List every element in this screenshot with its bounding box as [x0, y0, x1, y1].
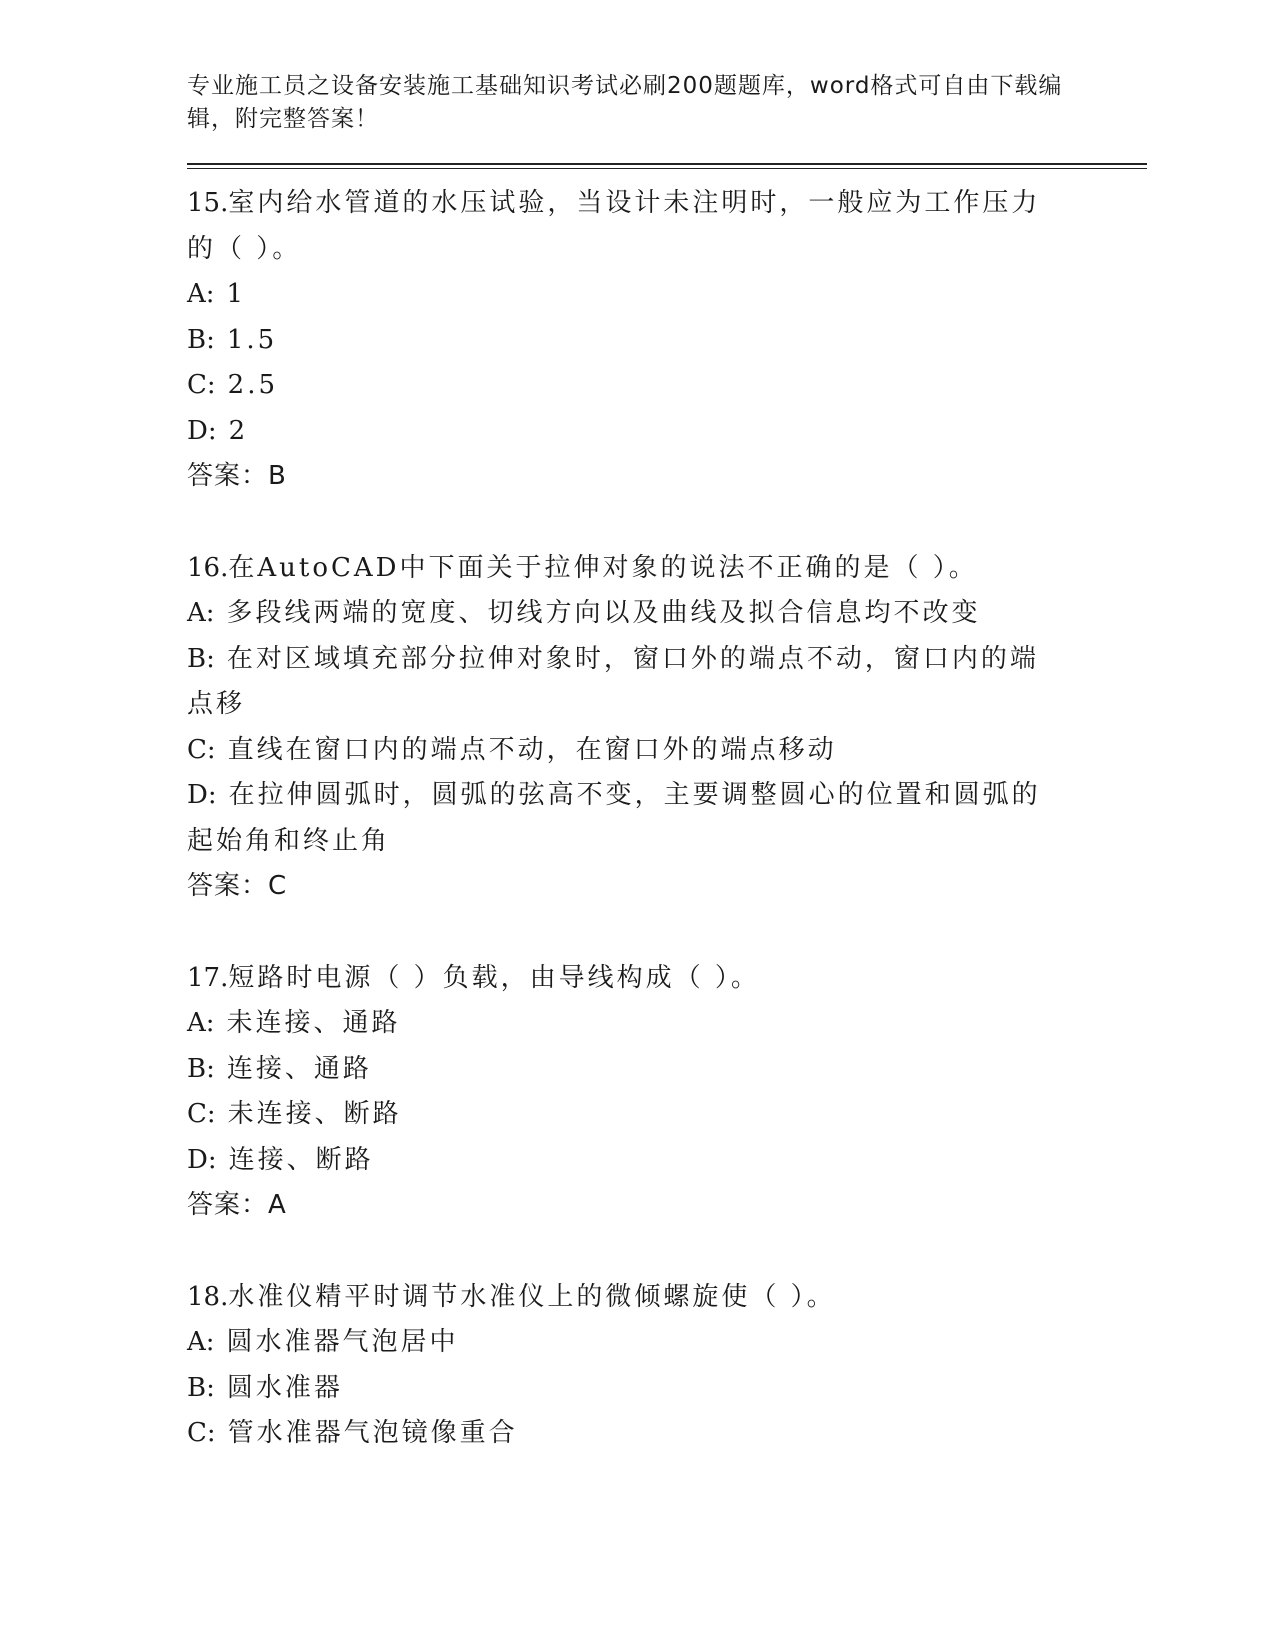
- answer-option: [187, 1320, 1067, 1366]
- option-label: D:: [187, 415, 217, 446]
- option-text: 未连接、断路: [227, 1099, 402, 1129]
- answer-option: [187, 363, 1067, 409]
- answer-option: [187, 1092, 1067, 1138]
- question-text: 在AutoCAD中下面关于拉伸对象的说法不正确的是（ ）。: [228, 552, 978, 583]
- option-label: D:: [187, 1144, 217, 1175]
- answer-option: [187, 318, 1067, 364]
- answer-option: [187, 409, 1067, 455]
- option-text: 在对区域填充部分拉伸对象时，窗口外的端点不动，窗口内的端点移: [187, 643, 1039, 719]
- option-text: 2: [228, 415, 249, 446]
- option-label: A:: [187, 279, 215, 309]
- question-number: 18.: [187, 1281, 229, 1312]
- option-label: A:: [187, 1008, 215, 1038]
- option-label: C:: [187, 1099, 216, 1129]
- answer-option: [187, 637, 1067, 728]
- question-stem: [187, 1275, 1067, 1321]
- question-block: [187, 956, 1147, 1229]
- answer-option: [187, 272, 1067, 318]
- option-text: 圆水准器气泡居中: [226, 1327, 459, 1357]
- question-stem: [187, 181, 1067, 272]
- option-text: 在拉伸圆弧时，圆弧的弦高不变，主要调整圆心的位置和圆弧的起始角和终止角: [187, 780, 1041, 856]
- document-title: 专业施工员之设备安装施工基础知识考试必刷200题题库，word格式可自由下载编辑，附完整答案！: [187, 73, 1063, 132]
- document-page: [187, 70, 1147, 1503]
- answer-key: 答案：C: [187, 871, 288, 901]
- answer-option: [187, 773, 1067, 864]
- answer-option: [187, 1366, 1067, 1412]
- question-number: 17.: [187, 962, 229, 993]
- option-label: B:: [187, 324, 215, 355]
- answer-option: [187, 591, 1067, 637]
- option-label: D:: [187, 780, 217, 810]
- option-label: C:: [187, 734, 216, 765]
- answer-option: [187, 1411, 1067, 1457]
- answer-option: [187, 728, 1067, 774]
- answer-key: 答案：A: [187, 1190, 287, 1220]
- answer-option: [187, 1138, 1067, 1184]
- question-number: 16.: [187, 552, 229, 583]
- question-text: 室内给水管道的水压试验，当设计未注明时，一般应为工作压力的（ ）。: [187, 188, 1041, 264]
- question-block: [187, 546, 1147, 910]
- question-stem: [187, 956, 1067, 1002]
- option-label: C:: [187, 370, 216, 400]
- option-label: B:: [187, 1053, 215, 1084]
- option-text: 圆水准器: [226, 1372, 343, 1403]
- option-text: 连接、通路: [226, 1053, 372, 1084]
- option-text: 1.5: [226, 324, 278, 355]
- question-list: [187, 181, 1147, 1457]
- option-label: C:: [187, 1418, 216, 1448]
- option-text: 直线在窗口内的端点不动，在窗口外的端点移动: [227, 734, 837, 765]
- question-stem: [187, 546, 1067, 592]
- option-text: 1: [226, 279, 247, 309]
- option-text: 连接、断路: [228, 1144, 374, 1175]
- header-divider: [187, 163, 1147, 169]
- option-label: B:: [187, 643, 215, 674]
- question-block: [187, 1275, 1147, 1457]
- option-label: A:: [187, 598, 215, 628]
- answer-option: [187, 1047, 1067, 1093]
- option-label: A:: [187, 1327, 215, 1357]
- option-text: 2.5: [227, 370, 279, 400]
- option-text: 管水准器气泡镜像重合: [227, 1418, 518, 1448]
- answer-key: 答案：B: [187, 461, 287, 491]
- answer-option: [187, 1001, 1067, 1047]
- question-number: 15.: [187, 188, 229, 218]
- option-text: 未连接、通路: [226, 1008, 401, 1038]
- question-text: 水准仪精平时调节水准仪上的微倾螺旋使（ ）。: [228, 1281, 836, 1312]
- option-text: 多段线两端的宽度、切线方向以及曲线及拟合信息均不改变: [226, 598, 981, 628]
- question-block: [187, 181, 1147, 500]
- question-text: 短路时电源（ ）负载，由导线构成（ ）。: [228, 962, 760, 993]
- option-label: B:: [187, 1372, 215, 1403]
